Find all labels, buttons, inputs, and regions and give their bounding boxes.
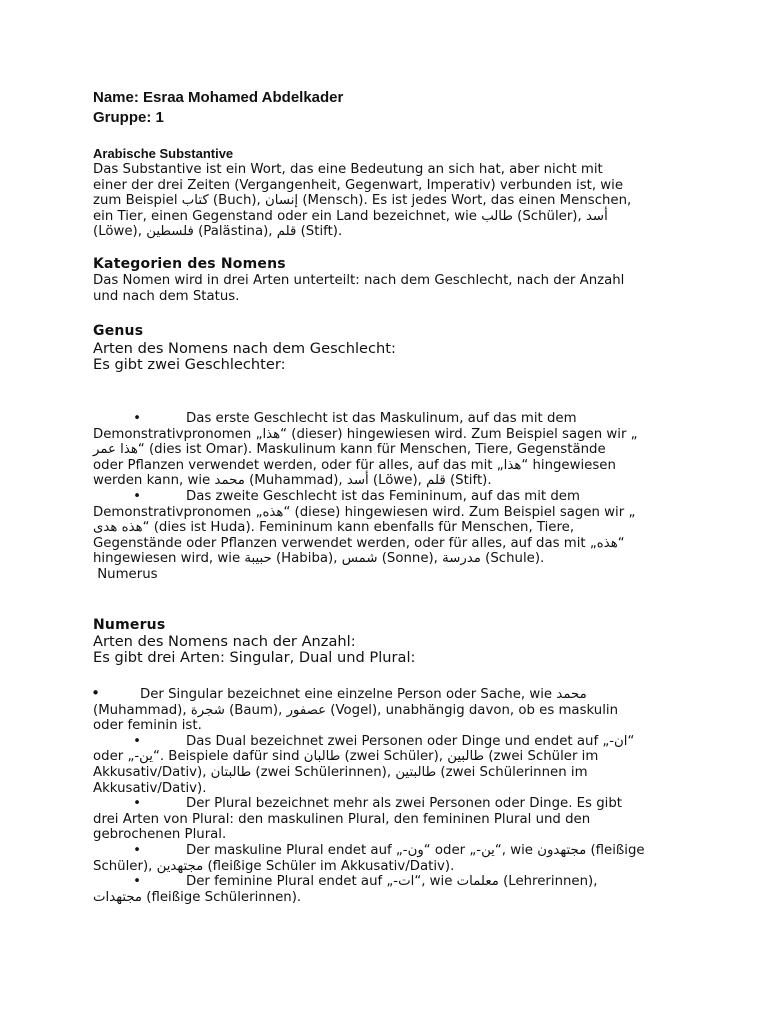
text-line: (Muhammad), شجرة (Baum), عصفور (Vogel), unabhängig davon, ob es maskulin — [93, 702, 619, 718]
intro-heading: Arabische Substantive — [93, 146, 234, 161]
genus-list — [0, 411, 700, 583]
bullet-icon: • — [133, 488, 141, 504]
text-line: gebrochenen Plural. — [93, 827, 227, 843]
text-line: Demonstrativpronomen „هذا“ (dieser) hingewiesen wird. Zum Beispiel sagen wir „ — [93, 426, 638, 442]
student-name: Name: Esraa Mohamed Abdelkader — [93, 89, 344, 106]
text-line: oder „-ين“. Beispiele dafür sind طالبان (zwei Schüler), طالبين (zwei Schüler im — [93, 749, 599, 765]
bullet-icon: • — [133, 842, 141, 858]
text-line: Es gibt drei Arten: Singular, Dual und Plural: — [93, 649, 416, 667]
text-line: Demonstrativpronomen „هذه“ (diese) hingewiesen wird. Zum Beispiel sagen wir „ — [93, 504, 636, 520]
text-line: ein Tier, einen Gegenstand oder ein Land bezeichnet, wie طالب (Schüler), أسد — [93, 208, 608, 224]
text-line: Arten des Nomens nach dem Geschlecht: — [93, 340, 396, 357]
list-item — [0, 411, 700, 489]
list-item-text: Das Dual bezeichnet zwei Personen oder Dinge und endet auf „-ان“ — [186, 733, 635, 749]
list-item — [0, 874, 700, 905]
group-number: Gruppe: 1 — [93, 109, 164, 126]
text-line: (Löwe), فلسطين (Palästina), قلم (Stift). — [93, 224, 343, 240]
text-line: und nach dem Status. — [93, 288, 240, 304]
text-line: zum Beispiel كتاب (Buch), إنسان (Mensch). Es ist jedes Wort, das einen Menschen, — [93, 193, 632, 209]
bullet-icon: • — [91, 684, 100, 702]
text-line: hingewiesen wird, wie حبيبة (Habiba), شمس (Sonne), مدرسة (Schule). — [93, 551, 545, 567]
trailing-text: Numerus — [93, 566, 158, 582]
list-item — [0, 686, 700, 734]
genus-intro — [93, 341, 693, 373]
text-line: Akkusativ/Dativ), طالبتان (zwei Schülerinnen), طالبتين (zwei Schülerinnen im — [93, 764, 588, 780]
bullet-icon: • — [133, 411, 141, 426]
list-item-text: Der Singular bezeichnet eine einzelne Person oder Sache, wie محمد — [140, 687, 587, 702]
genus-heading: Genus — [93, 323, 144, 339]
text-line: einer der drei Zeiten (Vergangenheit, Gegenwart, Imperativ) verbunden ist, wie — [93, 177, 624, 193]
bullet-icon: • — [133, 874, 141, 890]
list-item — [0, 843, 700, 874]
numerus-list — [0, 686, 700, 905]
text-line: Das Nomen wird in drei Arten unterteilt: nach dem Geschlecht, nach der Anzahl — [93, 273, 625, 288]
numerus-heading: Numerus — [93, 617, 166, 633]
text-line: Es gibt zwei Geschlechter: — [93, 356, 286, 374]
list-item — [0, 489, 700, 567]
text-line: Das Substantive ist ein Wort, das eine Bedeutung an sich hat, aber nicht mit — [93, 162, 603, 177]
bullet-icon: • — [133, 796, 141, 812]
text-line: Schüler), مجتهدين (fleißige Schüler im Akkusativ/Dativ). — [93, 858, 455, 874]
list-item-text: Das zweite Geschlecht ist das Femininum, auf das mit dem — [186, 488, 580, 504]
text-line: Gegenstände oder Pflanzen verwendet werden, oder für alles, auf das mit „هذه“ — [93, 535, 625, 551]
text-line: هذا عمر“ (dies ist Omar). Maskulinum kann für Menschen, Tiere, Gegenstände — [93, 442, 606, 458]
list-item — [0, 796, 700, 843]
bullet-icon: • — [133, 733, 141, 749]
text-line: Arten des Nomens nach der Anzahl: — [93, 633, 356, 650]
text-line: oder feminin ist. — [93, 718, 202, 734]
text-line: drei Arten von Plural: den maskulinen Plural, den femininen Plural und den — [93, 811, 591, 827]
intro-paragraph — [93, 162, 693, 240]
text-line: werden kann, wie محمد (Muhammad), أسد (Löwe), قلم (Stift). — [93, 473, 492, 489]
list-item — [0, 734, 700, 796]
list-item-text: Der maskuline Plural endet auf „-ون“ oder „-ين“, wie مجتهدون (fleißige — [186, 842, 645, 858]
list-item-text: Der feminine Plural endet auf „-ات“, wie معلمات (Lehrerinnen), — [186, 874, 598, 890]
kategorien-heading: Kategorien des Nomens — [93, 256, 286, 272]
text-line: مجتهدات (fleißige Schülerinnen). — [93, 889, 302, 905]
text-line: هذه هدى“ (dies ist Huda). Femininum kann ebenfalls für Menschen, Tiere, — [93, 520, 575, 536]
list-item-text: Der Plural bezeichnet mehr als zwei Personen oder Dinge. Es gibt — [186, 796, 623, 812]
text-line: Akkusativ/Dativ). — [93, 780, 207, 796]
kategorien-paragraph — [93, 273, 693, 304]
list-item-text: Das erste Geschlecht ist das Maskulinum, auf das mit dem — [186, 411, 577, 426]
text-line: oder Pflanzen verwendet werden, oder für alles, auf das mit „هذا“ hingewiesen — [93, 457, 616, 473]
numerus-intro — [93, 634, 693, 666]
